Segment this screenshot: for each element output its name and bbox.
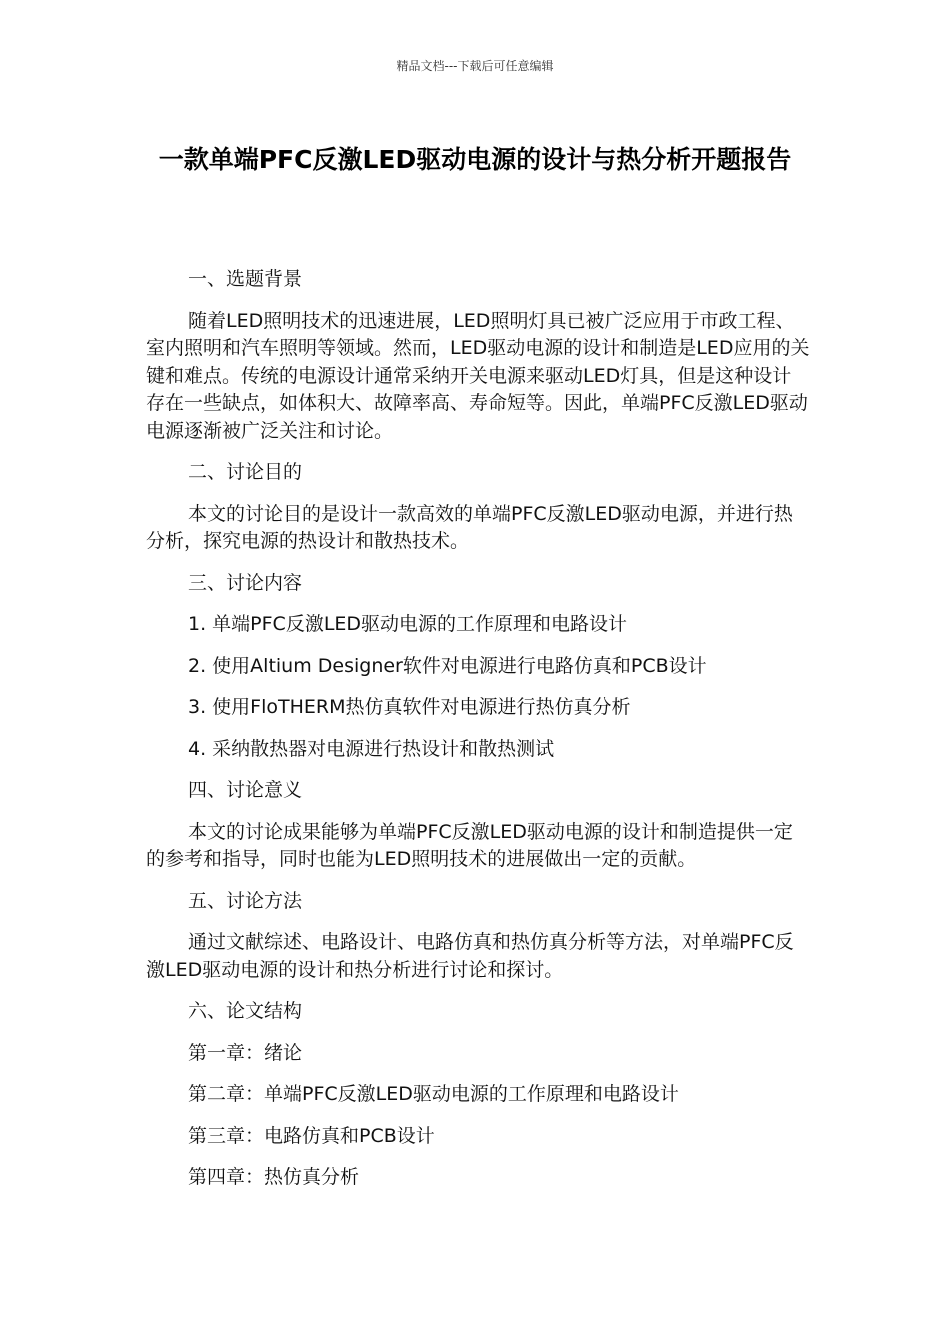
paragraph-purpose: 本文的讨论目的是设计一款高效的单端PFC反激LED驱动电源，并进行热分析，探究电源的热设计和散热技术。 [146,502,793,552]
section-heading-significance: 四、讨论意义 [188,779,303,801]
document-body [146,266,810,1206]
chapter-item-3: 第三章：电路仿真和PCB设计 [188,1124,435,1147]
chapter-item-1: 第一章：绪论 [188,1041,303,1064]
chapter-item-2: 第二章：单端PFC反激LED驱动电源的工作原理和电路设计 [188,1083,679,1105]
paragraph-background: 随着LED照明技术的迅速进展，LED照明灯具已被广泛应用于市政工程、室内照明和汽车照明等领域。然而，LED驱动电源的设计和制造是LED应用的关键和难点。传统的电源设计通常采纳开关电源来驱动LED灯具，但是这种设计存在一些缺点，如体积大、故障率高、寿命短等。因此，单端PFC反激LED驱动电源逐渐被广泛关注和讨论。 [146,309,810,442]
list-item-content-4: 4. 采纳散热器对电源进行热设计和散热测试 [188,737,555,760]
section-heading-background: 一、选题背景 [188,268,303,290]
section-heading-purpose: 二、讨论目的 [188,461,303,483]
section-heading-content: 三、讨论内容 [188,571,303,594]
paragraph-method: 通过文献综述、电路设计、电路仿真和热仿真分析等方法，对单端PFC反激LED驱动电源的设计和热分析进行讨论和探讨。 [146,931,794,981]
page-header: 精品文档---下载后可任意编辑 [396,59,554,73]
section-heading-method: 五、讨论方法 [188,889,303,912]
chapter-item-4: 第四章：热仿真分析 [188,1166,360,1188]
list-item-content-2: 2. 使用Altium Designer软件对电源进行电路仿真和PCB设计 [188,654,707,677]
paragraph-significance: 本文的讨论成果能够为单端PFC反激LED驱动电源的设计和制造提供一定的参考和指导，同时也能为LED照明技术的进展做出一定的贡献。 [146,820,793,870]
section-heading-structure: 六、论文结构 [188,1000,303,1022]
document-title: 一款单端PFC反激LED驱动电源的设计与热分析开题报告 [158,145,792,174]
list-item-content-3: 3. 使用FloTHERM热仿真软件对电源进行热仿真分析 [188,696,631,718]
list-item-content-1: 1. 单端PFC反激LED驱动电源的工作原理和电路设计 [188,613,628,635]
